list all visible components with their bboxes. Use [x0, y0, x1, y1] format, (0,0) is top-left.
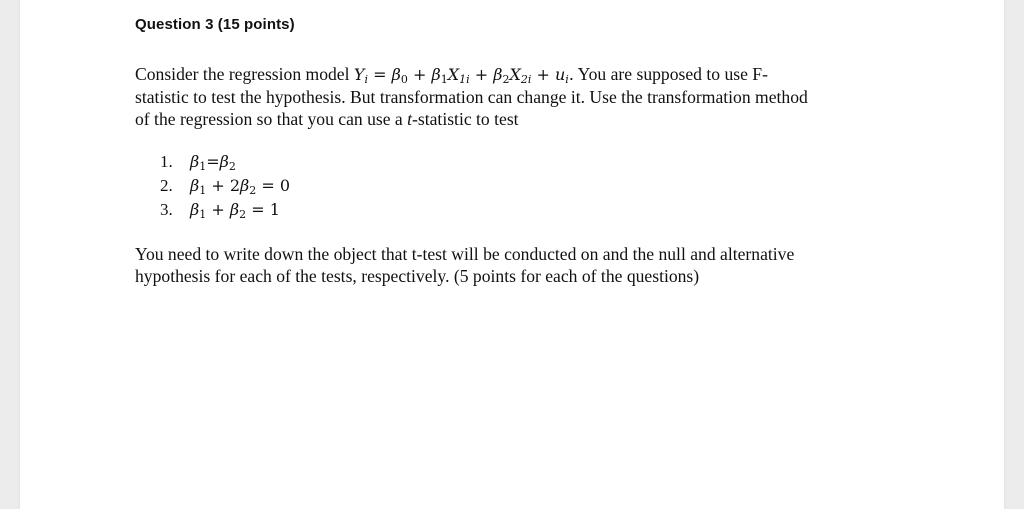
document-page — [20, 0, 1004, 509]
question-heading: Question 3 (15 points) — [135, 16, 295, 33]
regression-model-equation: $Y_i = \beta_0 + \beta_1X_{1i} + \beta_2X_{2i} + u_i$. — [353, 65, 574, 86]
list-item: 3. $\beta_1 + \beta_2 = 1$ — [160, 200, 280, 221]
intro-after-model: You are supposed to use F- — [577, 64, 768, 84]
list-item: 1. $\beta_1=\beta_2$ — [160, 152, 236, 173]
closing-line-1: You need to write down the object that t-test will be conducted on and the null and alternative — [135, 244, 795, 264]
intro-lead: Consider the regression model — [135, 64, 350, 84]
intro-line-2: statistic to test the hypothesis. But transformation can change it. Use the transformation method — [135, 87, 808, 107]
hypothesis-list — [160, 150, 290, 222]
intro-line-1 — [135, 63, 895, 86]
intro-line-3: of the regression so that you can use a t-statistic to test — [135, 109, 519, 129]
closing-paragraph — [135, 243, 895, 287]
list-item: 2. $\beta_1 + 2\beta_2 = 0$ — [160, 176, 291, 197]
intro-paragraph — [135, 63, 895, 130]
closing-line-2: hypothesis for each of the tests, respectively. (5 points for each of the questions) — [135, 266, 700, 286]
